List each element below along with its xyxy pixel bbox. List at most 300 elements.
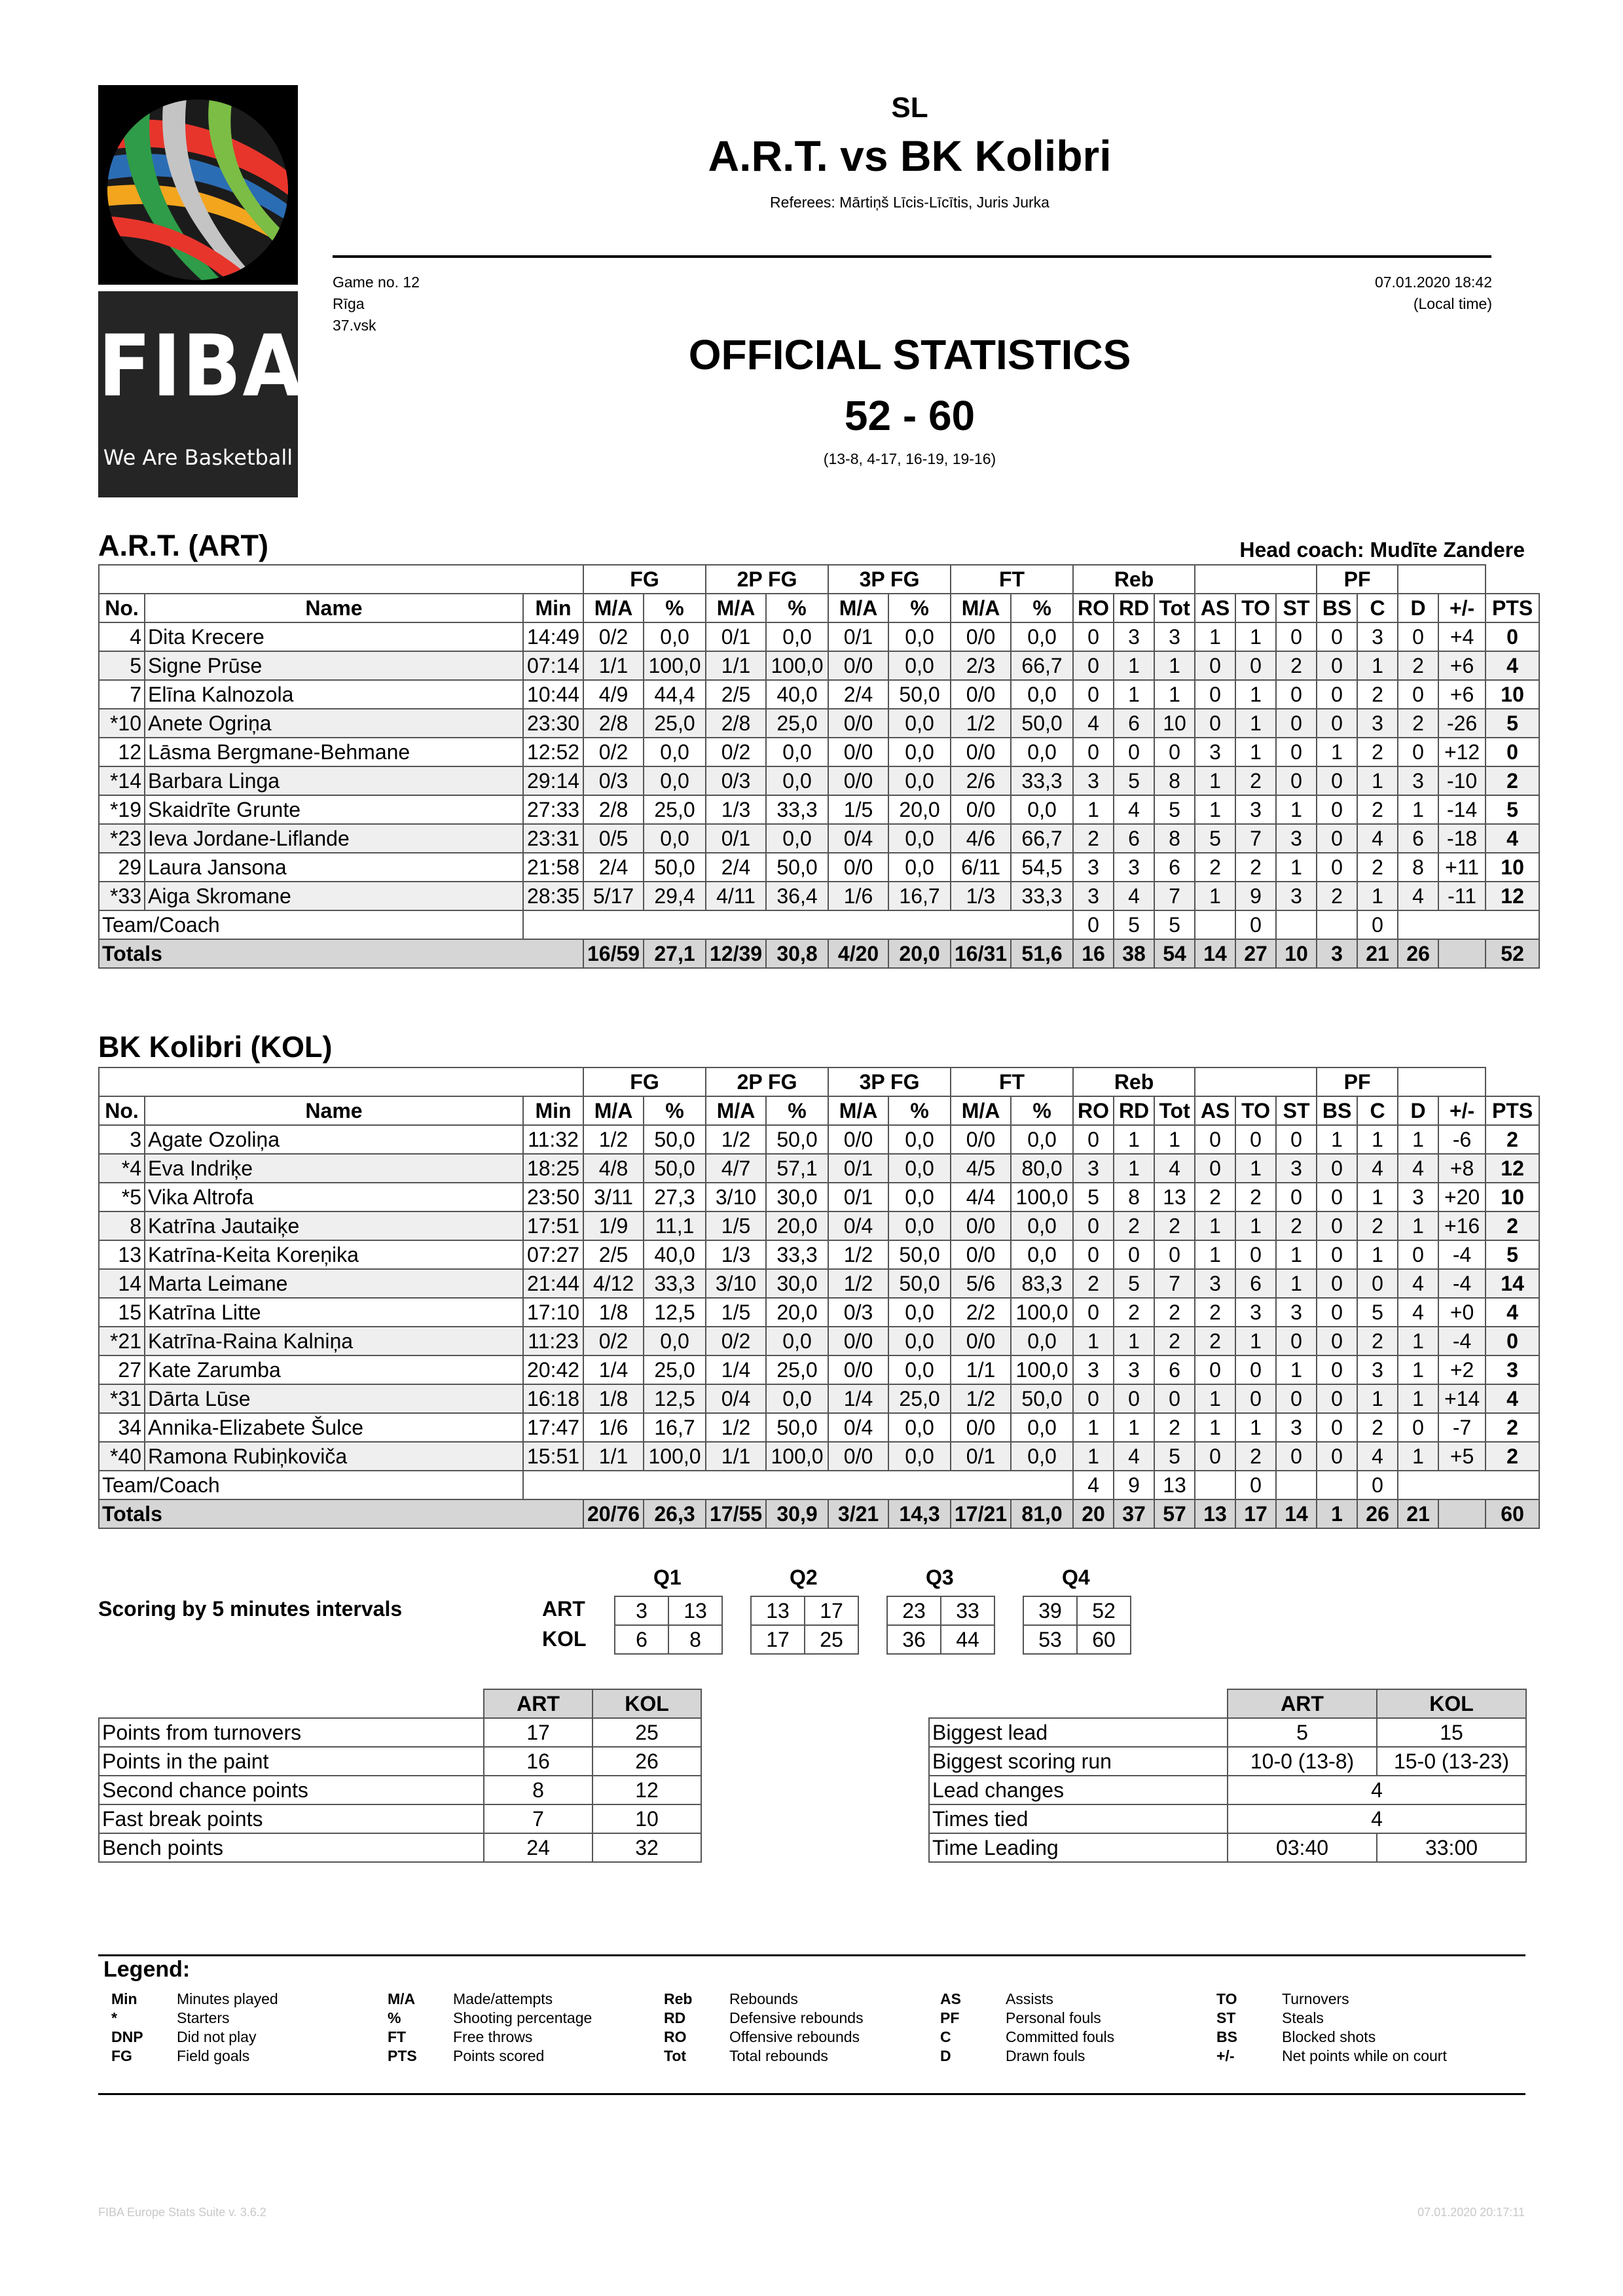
player-name: Katrīna Jautaiķe (145, 1211, 523, 1240)
stat-cell: 2/5 (706, 680, 766, 709)
legend-desc: Rebounds (729, 1990, 798, 2007)
column-header: % (766, 594, 828, 622)
legend-key: % (388, 2009, 401, 2026)
stat-cell: 1 (1235, 738, 1276, 766)
interval-score: 13 (751, 1596, 805, 1625)
stat-cell: 1/2 (951, 1384, 1011, 1413)
player-name: Dita Krecere (145, 622, 523, 651)
stat-cell: 2 (1357, 738, 1398, 766)
stat-cell: 0,0 (1011, 795, 1073, 824)
player-number: 7 (99, 680, 145, 709)
player-row (99, 1183, 1539, 1211)
stat-cell: 8 (1154, 766, 1195, 795)
stat-cell: 2/8 (583, 795, 644, 824)
stat-cell: 2 (1235, 1442, 1276, 1471)
player-number: 15 (99, 1298, 145, 1327)
stat-cell: 0 (1317, 795, 1357, 824)
stat-cell: 1 (1195, 1240, 1235, 1269)
stat-cell: 17:10 (523, 1298, 583, 1327)
player-row (99, 824, 1539, 853)
legend-entry (1216, 2028, 1447, 2047)
legend-key: RO (664, 2028, 687, 2045)
stat-cell: 0,0 (1011, 1240, 1073, 1269)
player-points: 2 (1486, 1442, 1539, 1471)
column-header: % (644, 594, 706, 622)
summary-header-art: ART (1228, 1689, 1377, 1718)
stat-cell: 07:27 (523, 1240, 583, 1269)
stat-cell: 3 (1276, 882, 1317, 910)
interval-score: 17 (805, 1596, 858, 1625)
legend-key: FT (388, 2028, 407, 2045)
stat-cell: 1 (1073, 1413, 1114, 1442)
empty-cell (1195, 1471, 1235, 1499)
stat-cell: 0,0 (644, 1327, 706, 1355)
stat-cell: 0 (1317, 1183, 1357, 1211)
player-number: 5 (99, 651, 145, 680)
total-cell: 81,0 (1011, 1499, 1073, 1528)
legend-entry (1216, 2047, 1447, 2066)
player-row (99, 1298, 1539, 1327)
column-header: % (888, 1096, 951, 1125)
player-row (99, 1355, 1539, 1384)
interval-box-q2 (750, 1596, 859, 1655)
empty-cell (1317, 910, 1357, 939)
interval-score: 44 (941, 1625, 994, 1654)
summary-label: Bench points (99, 1833, 484, 1862)
stat-cell: 0 (1235, 1240, 1276, 1269)
stat-cell: 1 (1195, 1211, 1235, 1240)
stat-cell: 0/0 (828, 1355, 888, 1384)
stat-cell: 0 (1398, 1413, 1438, 1442)
stat-cell: 1 (1276, 1240, 1317, 1269)
stat-cell: 50,0 (1011, 709, 1073, 738)
stat-cell: 1 (1357, 1384, 1398, 1413)
legend-entry (111, 2009, 278, 2028)
team-ro: 4 (1073, 1471, 1114, 1499)
stat-cell: 0 (1195, 1125, 1235, 1154)
stat-cell: 4 (1154, 1154, 1195, 1183)
stat-cell: 0 (1073, 1298, 1114, 1327)
player-points: 4 (1486, 1298, 1539, 1327)
summary-value-art: 7 (484, 1804, 593, 1833)
player-row (99, 795, 1539, 824)
stat-cell: 100,0 (644, 1442, 706, 1471)
stat-cell: 0,0 (1011, 680, 1073, 709)
stat-cell: 0/0 (828, 1125, 888, 1154)
stat-cell: 20:42 (523, 1355, 583, 1384)
stat-cell: 0 (1317, 1154, 1357, 1183)
stat-cell: 0/0 (828, 651, 888, 680)
total-cell: 21 (1357, 939, 1398, 968)
stat-cell: 0,0 (888, 1413, 951, 1442)
stat-cell: 33,3 (766, 1240, 828, 1269)
group-header: FG (583, 1067, 706, 1096)
stat-cell: 0 (1235, 1125, 1276, 1154)
stat-cell: 20,0 (766, 1211, 828, 1240)
stat-cell: +5 (1438, 1442, 1486, 1471)
stat-cell: 0,0 (644, 766, 706, 795)
player-row (99, 680, 1539, 709)
stat-cell: 2 (1235, 766, 1276, 795)
stat-cell: 1 (1073, 795, 1114, 824)
stat-cell: 6 (1154, 853, 1195, 882)
stat-cell: +12 (1438, 738, 1486, 766)
stat-cell: 25,0 (644, 795, 706, 824)
player-row (99, 1413, 1539, 1442)
stat-cell: 2 (1073, 824, 1114, 853)
column-header: Tot (1154, 1096, 1195, 1125)
game-info (333, 272, 420, 336)
stat-cell: 33,3 (644, 1269, 706, 1298)
stat-cell: 2/5 (583, 1240, 644, 1269)
player-points: 14 (1486, 1269, 1539, 1298)
stat-cell: 50,0 (644, 1154, 706, 1183)
footer-software: FIBA Europe Stats Suite v. 3.6.2 (98, 2206, 266, 2219)
stat-cell: 25,0 (644, 1355, 706, 1384)
stat-cell: 4 (1073, 709, 1114, 738)
stat-cell: 50,0 (766, 853, 828, 882)
player-number: 3 (99, 1125, 145, 1154)
stat-cell: 2 (1276, 651, 1317, 680)
stat-cell: 1 (1398, 795, 1438, 824)
totals-label: Totals (99, 1499, 583, 1528)
stat-cell: 0 (1276, 1442, 1317, 1471)
stat-cell: 0,0 (888, 824, 951, 853)
summary-value-kol: 15 (1377, 1718, 1526, 1747)
stat-cell: 33,3 (766, 795, 828, 824)
legend-column (940, 1990, 1114, 2066)
column-header: TO (1235, 594, 1276, 622)
stat-cell: 0,0 (888, 1327, 951, 1355)
stat-cell: 0 (1317, 1269, 1357, 1298)
stat-cell: -4 (1438, 1240, 1486, 1269)
stat-cell: 1/2 (951, 709, 1011, 738)
stat-cell: 0,0 (888, 622, 951, 651)
stat-cell: 33,3 (1011, 766, 1073, 795)
stat-cell: 1 (1235, 1211, 1276, 1240)
empty-cell (1276, 910, 1317, 939)
stat-cell: 5 (1114, 766, 1154, 795)
total-cell: 16/31 (951, 939, 1011, 968)
total-cell: 20,0 (888, 939, 951, 968)
legend-entry (111, 2028, 278, 2047)
column-header: Min (523, 594, 583, 622)
team-to: 0 (1235, 1471, 1276, 1499)
stat-cell: 0,0 (888, 766, 951, 795)
stat-cell: 0 (1357, 1269, 1398, 1298)
legend-desc: Offensive rebounds (729, 2028, 860, 2045)
total-cell: 30,8 (766, 939, 828, 968)
group-header: FT (951, 1067, 1073, 1096)
player-points: 10 (1486, 853, 1539, 882)
stat-cell: 9 (1235, 882, 1276, 910)
stat-cell: 2/6 (951, 766, 1011, 795)
total-cell: 20 (1073, 1499, 1114, 1528)
stat-cell: 0 (1195, 680, 1235, 709)
total-cell: 51,6 (1011, 939, 1073, 968)
stat-cell: 0 (1073, 1125, 1114, 1154)
total-cell: 52 (1486, 939, 1539, 968)
player-name: Vika Altrofa (145, 1183, 523, 1211)
group-header-blank (1398, 1067, 1486, 1096)
column-header: RD (1114, 1096, 1154, 1125)
legend-desc: Shooting percentage (453, 2009, 593, 2026)
interval-score: 6 (615, 1625, 668, 1654)
column-header: ST (1276, 594, 1317, 622)
stat-cell: 2 (1276, 1211, 1317, 1240)
stat-cell: 0 (1317, 1211, 1357, 1240)
summary-label: Times tied (929, 1804, 1228, 1833)
team-ro: 0 (1073, 910, 1114, 939)
stat-cell: 27:33 (523, 795, 583, 824)
column-header: M/A (583, 594, 644, 622)
total-cell: 3 (1317, 939, 1357, 968)
legend-key: PF (940, 2009, 960, 2026)
empty-cell (1398, 1471, 1539, 1499)
stat-cell: 50,0 (644, 1125, 706, 1154)
stat-cell: 2/2 (951, 1298, 1011, 1327)
total-cell: 3/21 (828, 1499, 888, 1528)
stat-cell: 30,0 (766, 1269, 828, 1298)
stat-cell: -11 (1438, 882, 1486, 910)
stat-cell: 2 (1154, 1298, 1195, 1327)
stat-cell: 0 (1276, 1125, 1317, 1154)
interval-row-art (1023, 1596, 1131, 1625)
stat-cell: 16,7 (644, 1413, 706, 1442)
total-cell: 54 (1154, 939, 1195, 968)
stat-cell: 0 (1317, 853, 1357, 882)
column-header: BS (1317, 594, 1357, 622)
stat-cell: 3 (1073, 1154, 1114, 1183)
stat-cell: 0/4 (828, 1211, 888, 1240)
stat-cell: 1 (1276, 795, 1317, 824)
summary-row-time-leading (929, 1833, 1526, 1862)
column-header: % (1011, 1096, 1073, 1125)
stat-cell: 2 (1235, 1183, 1276, 1211)
stat-cell: 1 (1317, 1125, 1357, 1154)
stat-cell: 6/11 (951, 853, 1011, 882)
summary-header-kol: KOL (593, 1689, 701, 1718)
player-points: 0 (1486, 738, 1539, 766)
column-header: M/A (583, 1096, 644, 1125)
summary-header-row (929, 1689, 1526, 1718)
legend-desc: Made/attempts (453, 1990, 553, 2007)
summary-value-art: 03:40 (1228, 1833, 1377, 1862)
stat-cell: 0,0 (1011, 1413, 1073, 1442)
stat-cell: +20 (1438, 1183, 1486, 1211)
interval-team-art: ART (542, 1597, 585, 1621)
player-name: Eva Indriķe (145, 1154, 523, 1183)
stat-cell: 23:31 (523, 824, 583, 853)
group-header: PF (1317, 565, 1398, 594)
stat-cell: 1 (1235, 709, 1276, 738)
stat-cell: 0 (1276, 709, 1317, 738)
player-points: 4 (1486, 824, 1539, 853)
legend-entry (388, 2047, 592, 2066)
player-row (99, 738, 1539, 766)
stat-cell: 0 (1276, 1183, 1317, 1211)
player-number: *14 (99, 766, 145, 795)
group-header-row (99, 1067, 1539, 1096)
referees: Referees: Mārtiņš Līcis-Līcītis, Juris Jurka (770, 194, 1049, 211)
stat-cell: 2 (1195, 1183, 1235, 1211)
summary-row-biggest-lead (929, 1718, 1526, 1747)
stat-cell: 2/3 (951, 651, 1011, 680)
total-cell (1438, 1499, 1486, 1528)
stat-cell: 0 (1195, 1442, 1235, 1471)
stat-cell: 3 (1073, 882, 1114, 910)
legend-desc: Defensive rebounds (729, 2009, 864, 2026)
stat-cell: 0/2 (706, 1327, 766, 1355)
stat-cell: 2 (1195, 853, 1235, 882)
total-cell: 20/76 (583, 1499, 644, 1528)
stat-cell: 1 (1154, 1125, 1195, 1154)
stat-cell: 0,0 (1011, 622, 1073, 651)
stat-cell: 6 (1114, 824, 1154, 853)
stat-cell: 33,3 (1011, 882, 1073, 910)
legend-column (388, 1990, 592, 2066)
stat-cell: 0,0 (888, 709, 951, 738)
total-cell: 14 (1276, 1499, 1317, 1528)
stat-cell: 0 (1276, 622, 1317, 651)
stat-cell: 0 (1073, 680, 1114, 709)
stat-cell: 0 (1114, 1384, 1154, 1413)
total-cell: 14,3 (888, 1499, 951, 1528)
player-number: *33 (99, 882, 145, 910)
legend-desc: Net points while on court (1282, 2047, 1447, 2064)
legend-desc: Assists (1006, 1990, 1053, 2007)
stat-cell: 0/4 (828, 824, 888, 853)
stat-cell: 0,0 (1011, 1327, 1073, 1355)
interval-row-kol (751, 1625, 858, 1654)
stat-cell: 1 (1114, 1125, 1154, 1154)
stat-cell: 1/5 (706, 1211, 766, 1240)
stat-cell: 0/0 (951, 1240, 1011, 1269)
total-cell: 27,1 (644, 939, 706, 968)
fiba-word: FIBA (98, 316, 304, 416)
interval-score: 39 (1023, 1596, 1077, 1625)
stat-cell: 0 (1073, 1384, 1114, 1413)
stat-cell: 0/1 (828, 622, 888, 651)
interval-box-q4 (1023, 1596, 1131, 1655)
column-header: TO (1235, 1096, 1276, 1125)
column-header: Min (523, 1096, 583, 1125)
player-name: Barbara Linga (145, 766, 523, 795)
total-cell: 57 (1154, 1499, 1195, 1528)
fiba-tagline: We Are Basketball (103, 445, 293, 470)
stat-cell: 1/9 (583, 1211, 644, 1240)
stat-cell: 4/7 (706, 1154, 766, 1183)
legend-key: M/A (388, 1990, 416, 2007)
legend-entry (940, 2047, 1114, 2066)
legend-entry (1216, 2009, 1447, 2028)
stat-cell: 10 (1154, 709, 1195, 738)
stat-cell: 0,0 (888, 1298, 951, 1327)
summary-value-kol: 15-0 (13-23) (1377, 1747, 1526, 1776)
team-tot: 13 (1154, 1471, 1195, 1499)
stat-cell: 25,0 (888, 1384, 951, 1413)
stat-cell: 3 (1276, 1413, 1317, 1442)
stat-cell: 25,0 (766, 709, 828, 738)
stat-cell: 1/6 (828, 882, 888, 910)
interval-score: 33 (941, 1596, 994, 1625)
stat-cell: 3 (1276, 824, 1317, 853)
legend-bottom-rule (98, 2093, 1525, 2095)
total-cell: 1 (1317, 1499, 1357, 1528)
stat-cell: 83,3 (1011, 1269, 1073, 1298)
stat-cell: 2 (1235, 853, 1276, 882)
stat-cell: 0 (1317, 1442, 1357, 1471)
column-header: C (1357, 1096, 1398, 1125)
legend-column (1216, 1990, 1447, 2066)
stat-cell: 1/1 (583, 651, 644, 680)
stat-cell: 3 (1276, 1154, 1317, 1183)
legend-key: AS (940, 1990, 961, 2007)
stat-cell: 100,0 (1011, 1298, 1073, 1327)
total-cell: 17/21 (951, 1499, 1011, 1528)
summary-value-shared: 4 (1228, 1776, 1526, 1804)
stat-cell: 2 (1398, 709, 1438, 738)
team-points-summary (98, 1689, 702, 1863)
stat-cell: 5 (1114, 1269, 1154, 1298)
stat-cell: 1/2 (706, 1125, 766, 1154)
stat-cell: 0 (1154, 1384, 1195, 1413)
column-header: Name (145, 594, 523, 622)
column-header: RD (1114, 594, 1154, 622)
player-number: 34 (99, 1413, 145, 1442)
stat-cell: 44,4 (644, 680, 706, 709)
stat-cell: 0 (1276, 1384, 1317, 1413)
stat-cell: 12,5 (644, 1298, 706, 1327)
stat-cell: 0 (1073, 622, 1114, 651)
team-coach-row (99, 1471, 1539, 1499)
summary-label: Points in the paint (99, 1747, 484, 1776)
stat-cell: 0 (1398, 1240, 1438, 1269)
stat-cell: 1/4 (828, 1384, 888, 1413)
interval-quarter-label: Q1 (653, 1566, 682, 1589)
header-rule (333, 255, 1491, 258)
stat-cell: -18 (1438, 824, 1486, 853)
stat-cell: 0 (1195, 1154, 1235, 1183)
column-header: No. (99, 1096, 145, 1125)
interval-score: 36 (887, 1625, 941, 1654)
stat-cell: 0/2 (583, 622, 644, 651)
stat-cell: 7 (1235, 824, 1276, 853)
player-row (99, 853, 1539, 882)
stat-cell: 23:30 (523, 709, 583, 738)
stat-cell: 50,0 (644, 853, 706, 882)
stat-cell: 1 (1154, 651, 1195, 680)
stat-cell: 2 (1357, 1327, 1398, 1355)
stat-cell: 1 (1398, 1327, 1438, 1355)
stat-cell: 1/6 (583, 1413, 644, 1442)
local-time-note: (Local time) (1413, 295, 1492, 312)
column-header: % (644, 1096, 706, 1125)
legend-desc: Free throws (453, 2028, 533, 2045)
basketball-icon (98, 85, 298, 285)
legend-entry (111, 1990, 278, 2009)
legend-key: PTS (388, 2047, 417, 2064)
stat-cell: +6 (1438, 680, 1486, 709)
interval-row-kol (615, 1625, 722, 1654)
stat-cell: 100,0 (766, 651, 828, 680)
stat-cell: 0/1 (828, 1154, 888, 1183)
player-name: Annika-Elizabete Šulce (145, 1413, 523, 1442)
stat-cell: 1/3 (706, 1240, 766, 1269)
stat-cell: 1 (1195, 622, 1235, 651)
legend-desc: Personal fouls (1006, 2009, 1101, 2026)
summary-row (99, 1833, 701, 1862)
